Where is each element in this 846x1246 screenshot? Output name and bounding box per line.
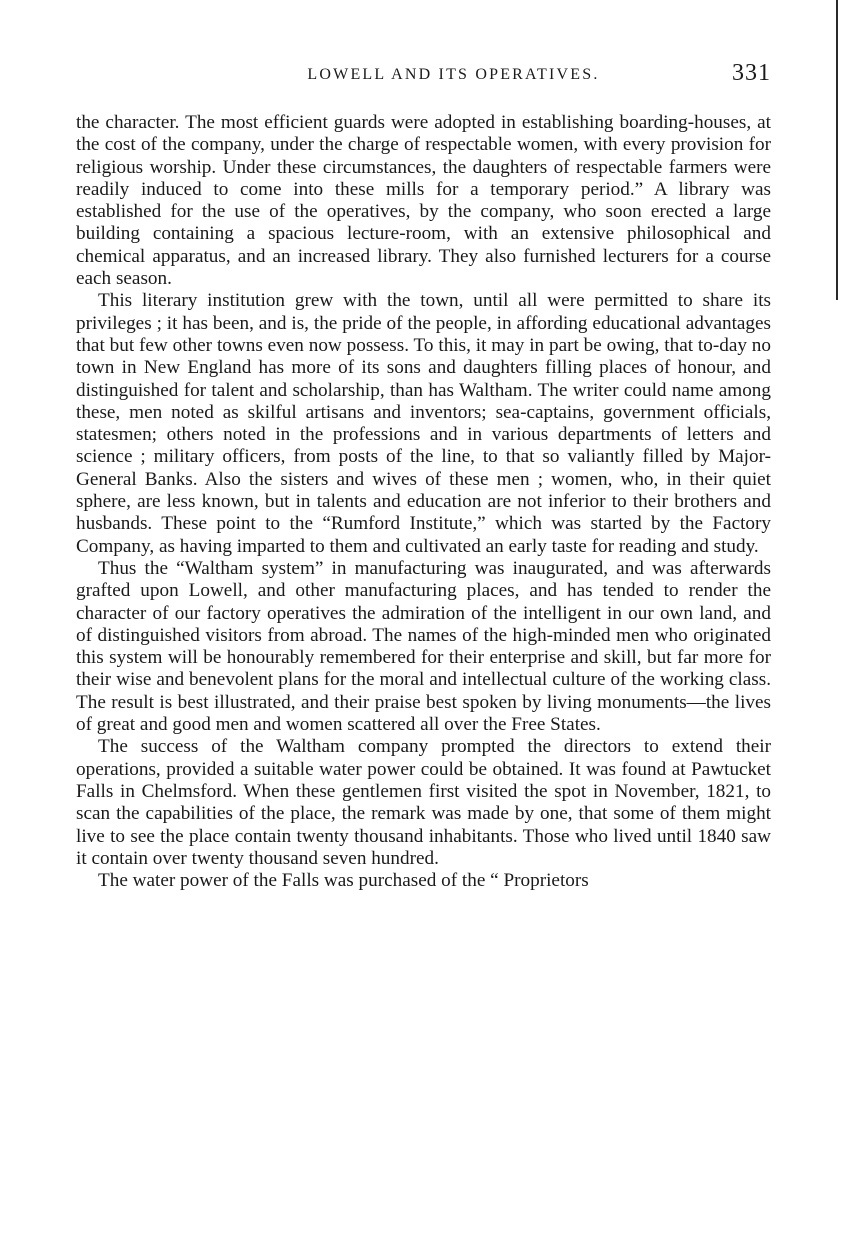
paragraph-3: Thus the “Waltham system” in manufacturing was inaugurated, and was afterwards grafted upon Lowell, and other manufacturing places, and has tended to render the character of our factory operatives the admiration of the intelligent in our own land, and of distinguished visitors from abroad. The names of the high-minded men who originated this system will be honourably remembered for their enterprise and skill, but far more for their wise and benevolent plans for the moral and intellectual culture of the working class. The result is best illustrated, and their praise best spoken by living monuments—the lives of great and good men and women scattered all over the Free States. xyxy=(76,557,771,736)
page-number: 331 xyxy=(732,60,771,86)
paragraph-4: The success of the Waltham company prompted the directors to extend their operations, provided a suitable water power could be obtained. It was found at Pawtucket Falls in Chelmsford. When these gentlemen first visited the spot in November, 1821, to scan the capabilities of the place, the remark was made by one, that some of them might live to see the place contain twenty thousand inhabitants. Those who lived until 1840 saw it contain over twenty thousand seven hundred. xyxy=(76,736,771,869)
paragraph-2: This literary institution grew with the town, until all were permitted to share its privileges ; it has been, and is, the pride of the people, in affording educational advantages that but few other towns even now possess. To this, it may in part be owing, that to-day no town in New England has more of its sons and daughters filling places of honour, and distinguished for talent and scholarship, than has Waltham. The writer could name among these, men noted as skilful artisans and inventors; sea-captains, government officials, statesmen; others noted in the professions and in various departments of letters and science ; military officers, from posts of the line, to that so valiantly filled by Major-General Banks. Also the sisters and wives of these men ; women, who, in their quiet sphere, are less known, but in talents and education are not inferior to their brothers and husbands. These point to the “Rumford Institute,” which was started by the Factory Company, as having imparted to them and cultivated an early taste for reading and study. xyxy=(76,290,771,557)
page-edge-rule xyxy=(836,0,838,300)
paragraph-5: The water power of the Falls was purchased of the “ Proprietors xyxy=(98,870,589,892)
running-head xyxy=(76,60,771,92)
paragraph-1: the character. The most efficient guards were adopted in establishing boarding-houses, at the cost of the company, under the charge of respectable women, with every provision for religious worship. Under these circumstances, the daughters of respectable farmers were readily induced to come into these mills for a temporary period.” A library was established for the use of the operatives, by the company, who soon erected a large building containing a spacious lecture-room, with an extensive philosophical and chemical apparatus, and an increased library. They also furnished lecturers for a course each season. xyxy=(76,112,771,290)
body-text xyxy=(76,112,771,892)
running-title: LOWELL AND ITS OPERATIVES. xyxy=(307,66,600,83)
